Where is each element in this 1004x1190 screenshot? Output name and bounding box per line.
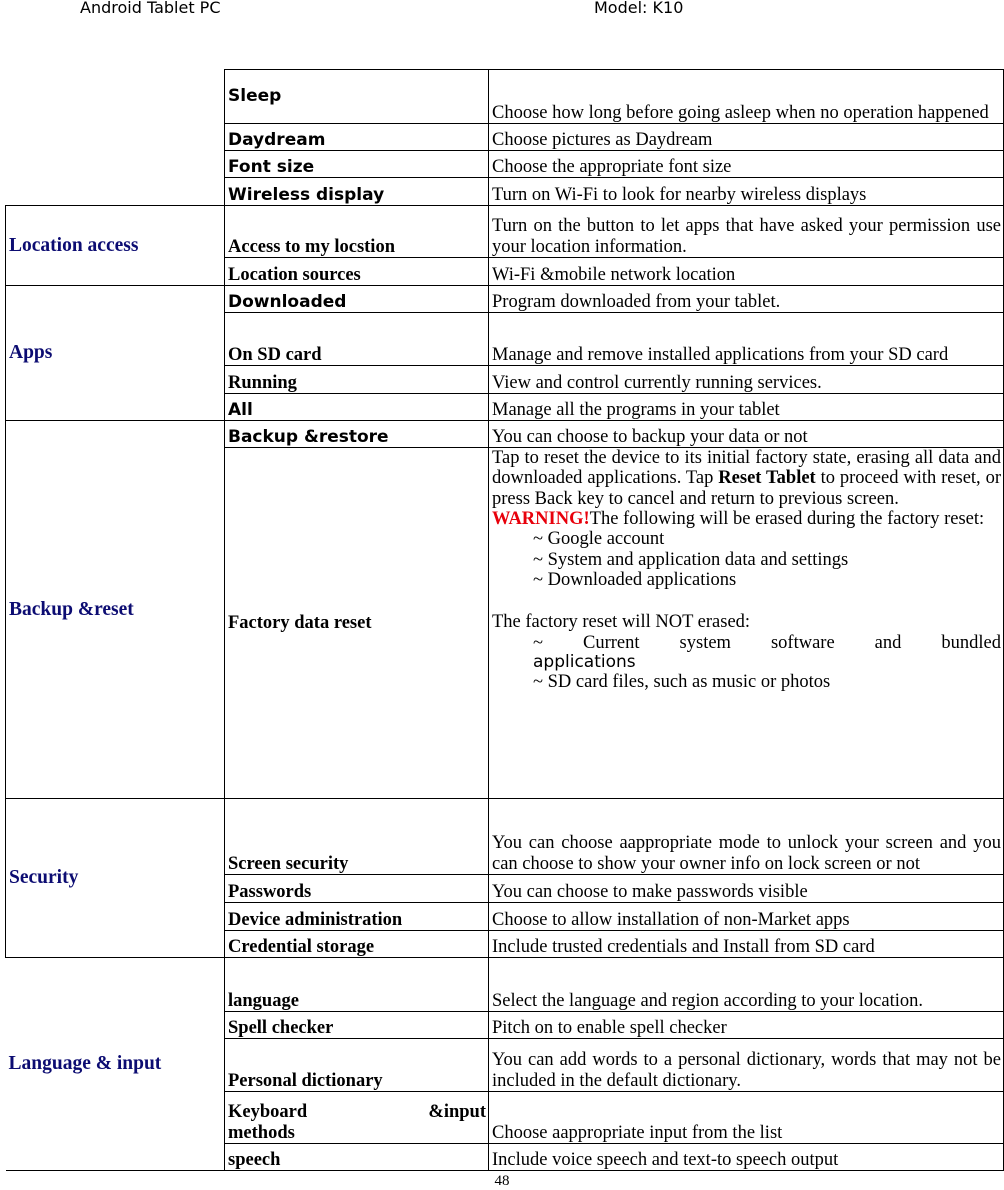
desc-language: Select the language and region according to your location. <box>489 958 1004 1012</box>
table-row <box>6 70 1004 124</box>
not-erased-item-continued: applications <box>533 652 636 673</box>
factory-reset-warning: WARNING!The following will be erased during the factory reset: <box>492 509 985 530</box>
desc-location-sources: Wi-Fi &mobile network location <box>489 258 1004 286</box>
item-credential-storage: Credential storage <box>225 931 489 958</box>
item-all: All <box>225 394 489 421</box>
desc-speech: Include voice speech and text-to speech output <box>489 1144 1004 1171</box>
item-running: Running <box>225 366 489 394</box>
desc-keyboard-input-methods: Choose aappropriate input from the list <box>489 1092 1004 1144</box>
table-row <box>6 421 1004 448</box>
erased-item: ~ Google account <box>533 529 665 550</box>
desc-wireless-display: Turn on Wi-Fi to look for nearby wireless displays <box>489 178 1004 206</box>
keyboard-input-line1: Keyboard &input <box>228 1102 486 1123</box>
item-location-sources: Location sources <box>225 258 489 286</box>
header-title: Android Tablet PC <box>80 0 221 17</box>
category-backup-reset: Backup &reset <box>6 421 225 799</box>
category-cell-continued <box>6 70 225 206</box>
keyboard-input-line2: methods <box>228 1122 295 1143</box>
desc-on-sd-card: Manage and remove installed applications from your SD card <box>489 313 1004 366</box>
factory-reset-intro: Tap to reset the device to its initial factory state, erasing all data and downloaded applications. Tap Reset Tablet to proceed with reset, or press Back key to cancel and return to previous screen. <box>492 448 1001 509</box>
desc-credential-storage: Include trusted credentials and Install from SD card <box>489 931 1004 958</box>
table-row <box>6 799 1004 875</box>
desc-downloaded: Program downloaded from your tablet. <box>489 286 1004 313</box>
desc-sleep: Choose how long before going asleep when no operation happened <box>489 70 1004 124</box>
table-row <box>6 206 1004 258</box>
item-keyboard-input-methods <box>225 1092 489 1144</box>
desc-spell-checker: Pitch on to enable spell checker <box>489 1012 1004 1039</box>
page-number: 48 <box>494 1173 510 1189</box>
desc-backup-restore: You can choose to backup your data or not <box>489 421 1004 448</box>
desc-running: View and control currently running services. <box>489 366 1004 394</box>
item-daydream: Daydream <box>225 124 489 151</box>
reset-tablet-label: Reset Tablet <box>718 468 816 489</box>
item-screen-security: Screen security <box>225 799 489 875</box>
desc-all: Manage all the programs in your tablet <box>489 394 1004 421</box>
item-wireless-display: Wireless display <box>225 178 489 206</box>
warning-label: WARNING! <box>492 509 590 530</box>
desc-factory-data-reset <box>489 448 1004 799</box>
item-on-sd-card: On SD card <box>225 313 489 366</box>
table-row <box>6 286 1004 313</box>
item-downloaded: Downloaded <box>225 286 489 313</box>
erased-item: ~ Downloaded applications <box>533 570 737 591</box>
settings-table <box>5 69 1004 1171</box>
header-model: Model: K10 <box>594 0 684 17</box>
item-font-size: Font size <box>225 151 489 178</box>
table-row <box>6 958 1004 1012</box>
category-apps: Apps <box>6 286 225 421</box>
category-security: Security <box>6 799 225 958</box>
category-language-input: Language & input <box>6 958 225 1171</box>
desc-screen-security: You can choose aappropriate mode to unlock your screen and you can choose to show your owner info on lock screen or not <box>489 799 1004 875</box>
item-device-administration: Device administration <box>225 903 489 931</box>
desc-personal-dictionary: You can add words to a personal dictionary, words that may not be included in the default dictionary. <box>489 1039 1004 1092</box>
desc-access-to-my-location: Turn on the button to let apps that have asked your permission use your location information. <box>489 206 1004 258</box>
item-language: language <box>225 958 489 1012</box>
desc-passwords: You can choose to make passwords visible <box>489 875 1004 903</box>
desc-daydream: Choose pictures as Daydream <box>489 124 1004 151</box>
item-sleep: Sleep <box>225 70 489 124</box>
item-speech: speech <box>225 1144 489 1171</box>
item-personal-dictionary: Personal dictionary <box>225 1039 489 1092</box>
erased-item: ~ System and application data and settings <box>533 549 849 570</box>
item-factory-data-reset: Factory data reset <box>225 448 489 799</box>
not-erased-item: ~ SD card files, such as music or photos <box>533 671 831 692</box>
not-erased-title: The factory reset will NOT erased: <box>492 612 751 633</box>
desc-font-size: Choose the appropriate font size <box>489 151 1004 178</box>
item-passwords: Passwords <box>225 875 489 903</box>
desc-device-administration: Choose to allow installation of non-Market apps <box>489 903 1004 931</box>
item-backup-restore: Backup &restore <box>225 421 489 448</box>
item-spell-checker: Spell checker <box>225 1012 489 1039</box>
not-erased-item: ~ Current system software and bundled <box>533 632 1001 653</box>
item-access-to-my-location: Access to my locstion <box>225 206 489 258</box>
category-location-access: Location access <box>6 206 225 286</box>
